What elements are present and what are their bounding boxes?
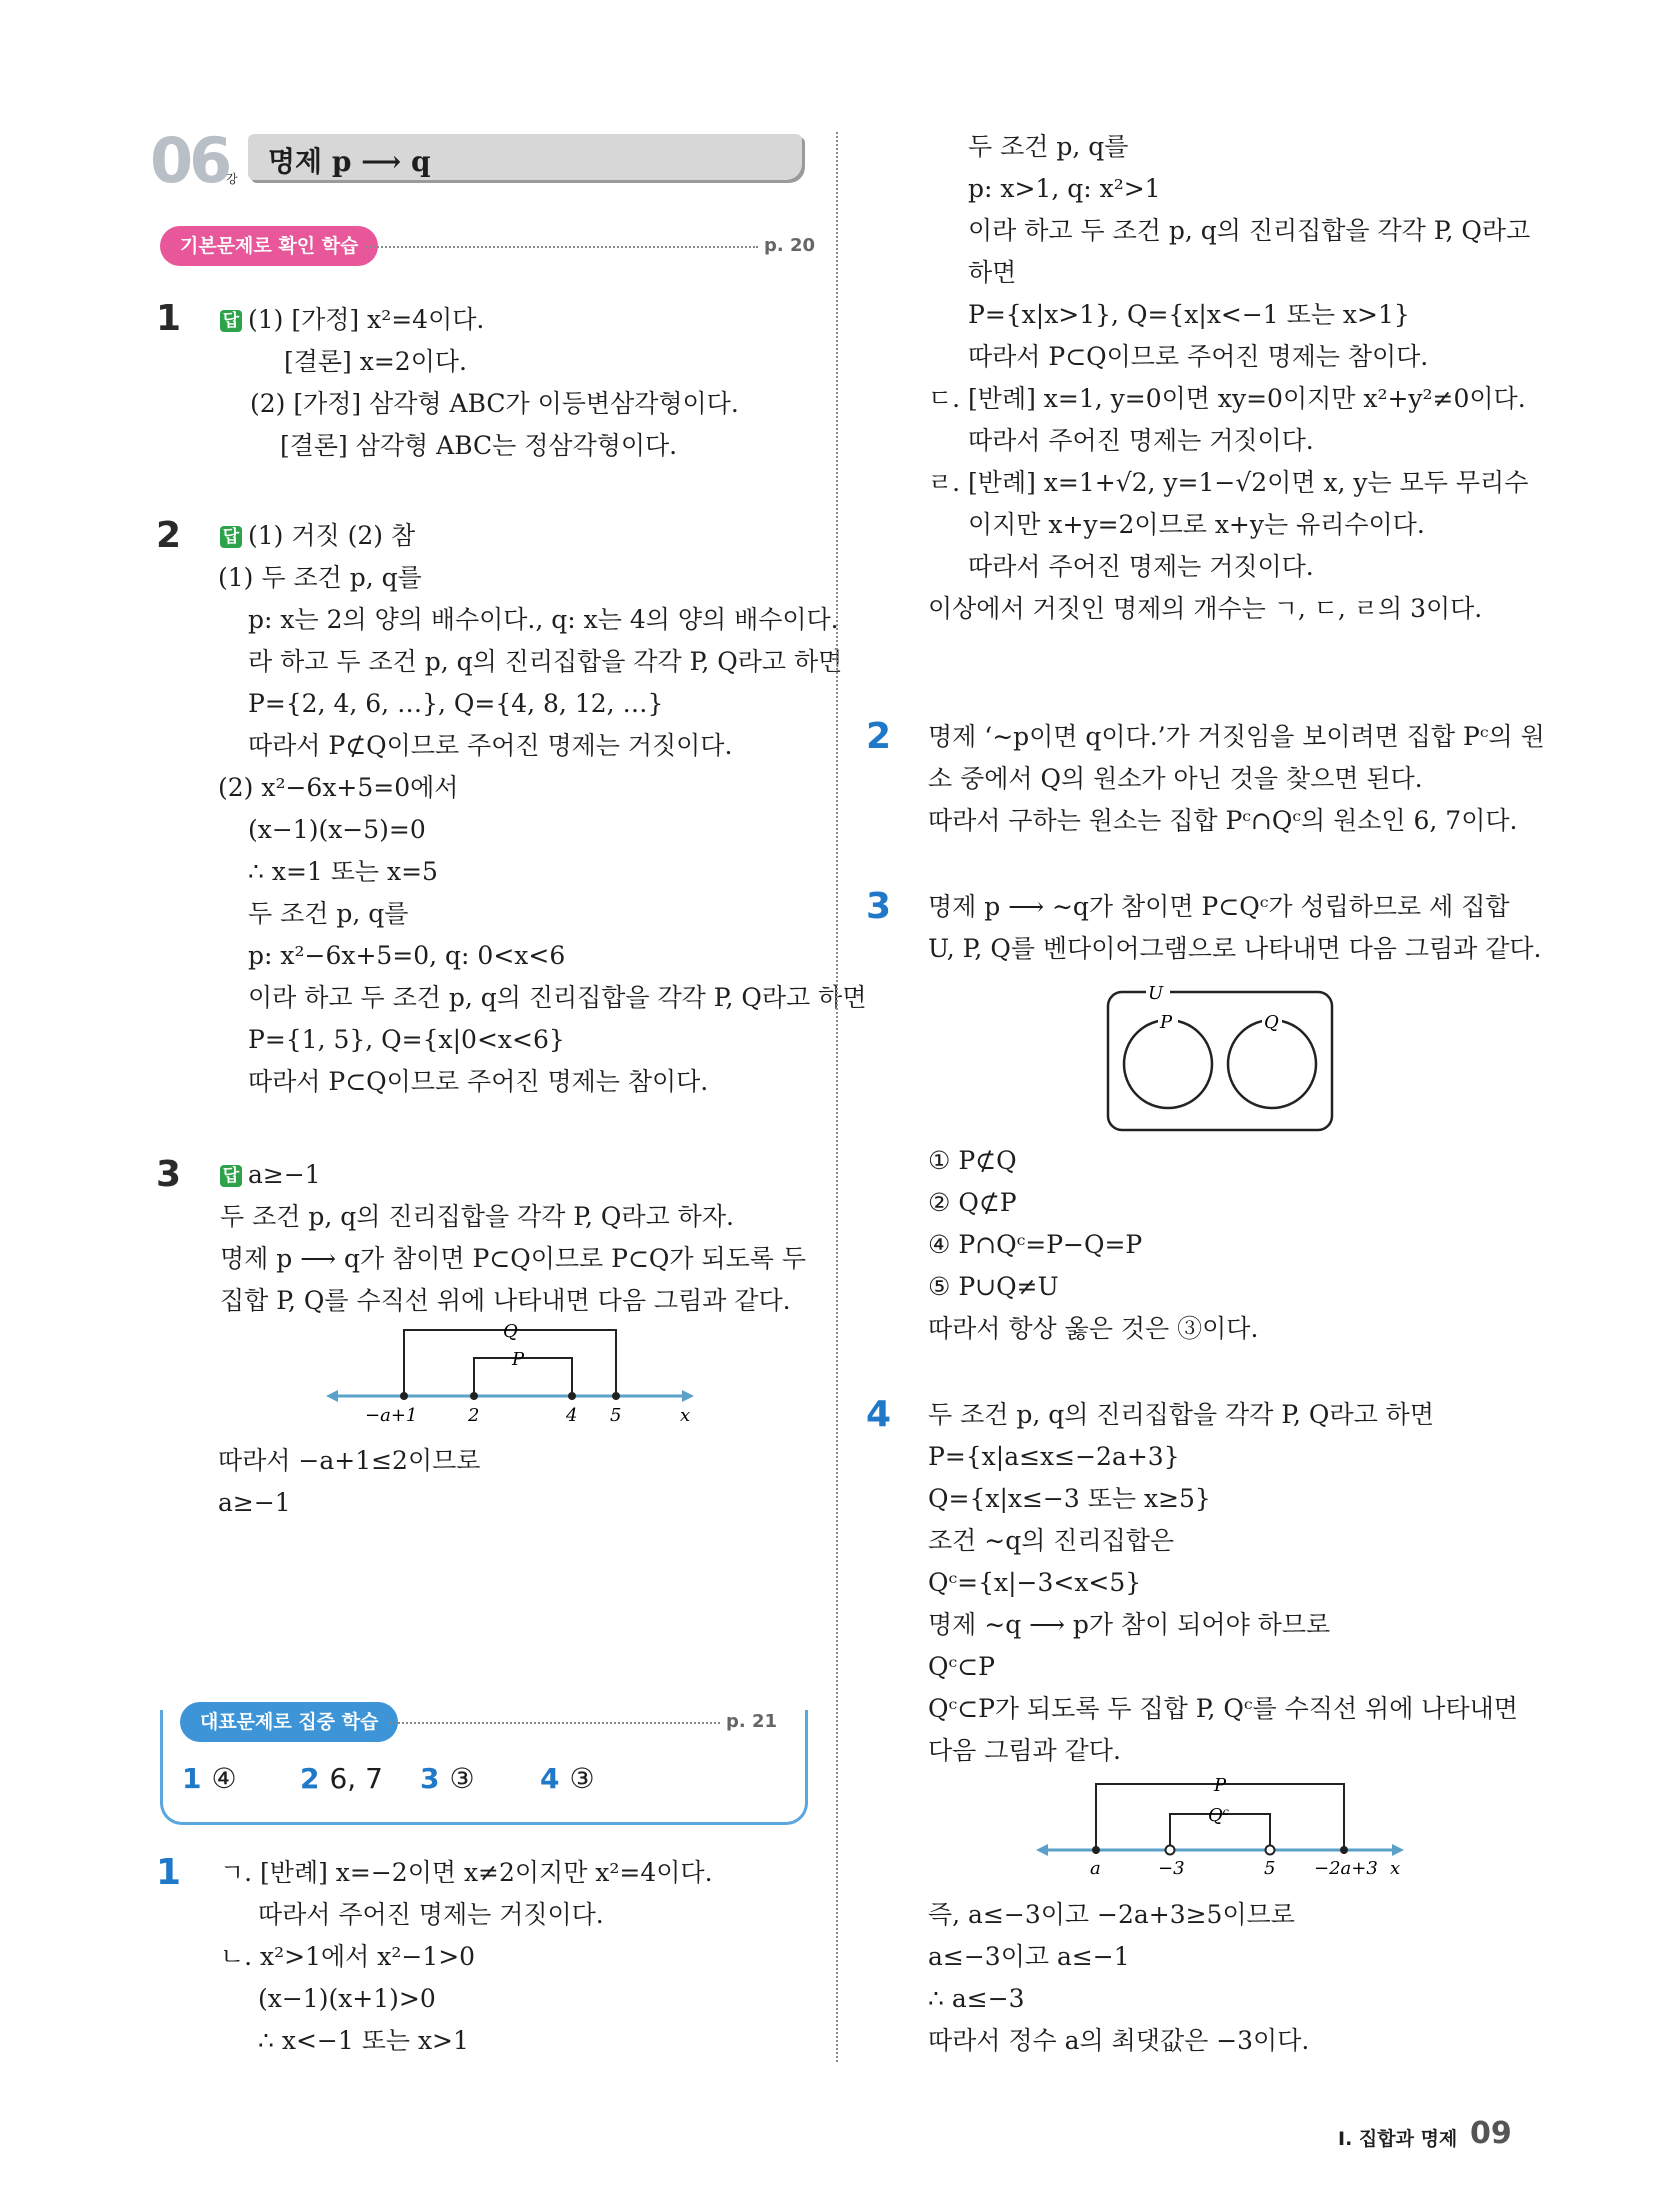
venn-label-u: U bbox=[1148, 983, 1164, 1004]
answer-badge: 답 bbox=[220, 526, 242, 548]
text-line: 두 조건 p, q의 진리집합을 각각 P, Q라고 하자. bbox=[220, 1202, 734, 1231]
answer-badge: 답 bbox=[220, 310, 242, 332]
answer-item: 3 ③ bbox=[420, 1762, 475, 1795]
set-label-p: P bbox=[1214, 1775, 1227, 1796]
text-line: ④ P∩Qᶜ=P−Q=P bbox=[928, 1230, 1143, 1259]
text-line: 명제 p ⟶ q가 참이면 P⊂Q이므로 P⊂Q가 되도록 두 bbox=[220, 1244, 807, 1273]
text-line: P={1, 5}, Q={x|0<x<6} bbox=[248, 1025, 565, 1054]
text-line: ② Q⊄P bbox=[928, 1188, 1017, 1217]
text-line: Qᶜ={x|−3<x<5} bbox=[928, 1568, 1142, 1597]
text-line: 라 하고 두 조건 p, q의 진리집합을 각각 P, Q라고 하면 bbox=[248, 647, 843, 676]
answer-badge: 답 bbox=[220, 1165, 242, 1187]
set-label-qc: Qᶜ bbox=[1208, 1805, 1230, 1826]
text-line: 명제 p ⟶ ∼q가 참이면 P⊂Qᶜ가 성립하므로 세 집합 bbox=[928, 892, 1510, 921]
text-line: 따라서 구하는 원소는 집합 Pᶜ∩Qᶜ의 원소인 6, 7이다. bbox=[928, 806, 1518, 835]
page-ref-focus: p. 21 bbox=[726, 1711, 778, 1732]
set-label-q: Q bbox=[503, 1321, 518, 1342]
text-line: ∴ x=1 또는 x=5 bbox=[248, 857, 438, 886]
dotted-rule bbox=[366, 246, 758, 248]
tick-label: −2a+3 bbox=[1314, 1858, 1378, 1879]
text-line: Q={x|x≤−3 또는 x≥5} bbox=[928, 1484, 1211, 1513]
text-line: (x−1)(x+1)>0 bbox=[258, 1984, 436, 2013]
text-line: 조건 ∼q의 진리집합은 bbox=[928, 1526, 1175, 1555]
venn-diagram bbox=[1104, 982, 1336, 1134]
answer-item: 4 ③ bbox=[540, 1762, 595, 1795]
answer-line: 답 a≥−1 bbox=[220, 1158, 321, 1192]
text-line: Qᶜ⊂P bbox=[928, 1652, 995, 1681]
answer-line: 답 (1) [가정] x²=4이다. bbox=[220, 303, 484, 337]
text-line: [결론] 삼각형 ABC는 정삼각형이다. bbox=[280, 431, 678, 460]
text-line: P={x|a≤x≤−2a+3} bbox=[928, 1442, 1180, 1471]
text-line: 하면 bbox=[968, 258, 1017, 287]
text-line: 집합 P, Q를 수직선 위에 나타내면 다음 그림과 같다. bbox=[220, 1286, 791, 1315]
venn-label-p: P bbox=[1160, 1012, 1173, 1033]
text-line: P={2, 4, 6, …}, Q={4, 8, 12, …} bbox=[248, 689, 664, 718]
set-label-p: P bbox=[512, 1349, 525, 1370]
text-line: 따라서 항상 옳은 것은 ③이다. bbox=[928, 1314, 1259, 1343]
text-line: ⑤ P∪Q≠U bbox=[928, 1272, 1059, 1301]
text-line: 따라서 P⊄Q이므로 주어진 명제는 거짓이다. bbox=[248, 731, 733, 760]
text-line: 따라서 P⊂Q이므로 주어진 명제는 참이다. bbox=[968, 342, 1429, 371]
number-line-diagram-1 bbox=[320, 1318, 700, 1428]
number-line-diagram-2 bbox=[1030, 1774, 1410, 1880]
problem-number: 2 bbox=[866, 716, 892, 757]
text-line: 소 중에서 Q의 원소가 아닌 것을 찾으면 된다. bbox=[928, 764, 1423, 793]
text-line: 따라서 주어진 명제는 거짓이다. bbox=[968, 552, 1314, 581]
text-line: (2) x²−6x+5=0에서 bbox=[218, 773, 459, 802]
tick-label: a bbox=[1090, 1858, 1101, 1879]
answer-item: 1 ④ bbox=[182, 1762, 237, 1795]
column-divider bbox=[836, 132, 838, 2062]
section-label-basic: 기본문제로 확인 학습 bbox=[160, 226, 378, 266]
text-line: 따라서 −a+1≤2이므로 bbox=[218, 1446, 481, 1475]
text-line: P={x|x>1}, Q={x|x<−1 또는 x>1} bbox=[968, 300, 1410, 329]
problem-number: 1 bbox=[156, 298, 182, 339]
problem-number: 1 bbox=[156, 1852, 182, 1893]
text-line: 두 조건 p, q를 bbox=[968, 132, 1129, 161]
text-line: 이상에서 거짓인 명제의 개수는 ㄱ, ㄷ, ㄹ의 3이다. bbox=[928, 594, 1483, 623]
text-line: p: x는 2의 양의 배수이다., q: x는 4의 양의 배수이다. bbox=[248, 605, 839, 634]
text-line: 이라 하고 두 조건 p, q의 진리집합을 각각 P, Q라고 bbox=[968, 216, 1531, 245]
problem-number: 2 bbox=[156, 515, 182, 556]
page-number: 09 bbox=[1470, 2116, 1512, 2151]
text-line: ㄴ. x²>1에서 x²−1>0 bbox=[220, 1942, 476, 1971]
tick-label: 5 bbox=[1264, 1858, 1276, 1879]
text-line: U, P, Q를 벤다이어그램으로 나타내면 다음 그림과 같다. bbox=[928, 934, 1542, 963]
text-line: [결론] x=2이다. bbox=[284, 347, 467, 376]
text-line: 따라서 P⊂Q이므로 주어진 명제는 참이다. bbox=[248, 1067, 709, 1096]
section-label-focus: 대표문제로 집중 학습 bbox=[180, 1702, 398, 1742]
text-line: ∴ a≤−3 bbox=[928, 1984, 1025, 2013]
problem-number: 3 bbox=[866, 886, 892, 927]
problem-number: 3 bbox=[156, 1154, 182, 1195]
text-line: 따라서 정수 a의 최댓값은 −3이다. bbox=[928, 2026, 1310, 2055]
text-line: 이지만 x+y=2이므로 x+y는 유리수이다. bbox=[968, 510, 1425, 539]
text-line: a≤−3이고 a≤−1 bbox=[928, 1942, 1130, 1971]
text-line: 이라 하고 두 조건 p, q의 진리집합을 각각 P, Q라고 하면 bbox=[248, 983, 867, 1012]
page-ref-basic: p. 20 bbox=[764, 235, 816, 256]
chapter-number: 06 bbox=[150, 124, 229, 197]
chapter-suffix: 강 bbox=[226, 172, 238, 186]
text-line: Qᶜ⊂P가 되도록 두 집합 P, Qᶜ를 수직선 위에 나타내면 bbox=[928, 1694, 1518, 1723]
problem-number: 4 bbox=[866, 1394, 892, 1435]
text-line: ① P⊄Q bbox=[928, 1146, 1017, 1175]
text-line: 따라서 주어진 명제는 거짓이다. bbox=[968, 426, 1314, 455]
tick-label: −a+1 bbox=[365, 1405, 418, 1426]
tick-label: 4 bbox=[566, 1405, 578, 1426]
text-line: 명제 ‘∼p이면 q이다.’가 거짓임을 보이려면 집합 Pᶜ의 원 bbox=[928, 722, 1545, 751]
text-line: 명제 ∼q ⟶ p가 참이 되어야 하므로 bbox=[928, 1610, 1331, 1639]
axis-label: x bbox=[680, 1405, 691, 1426]
venn-label-q: Q bbox=[1264, 1012, 1279, 1033]
tick-label: −3 bbox=[1158, 1858, 1185, 1879]
text-line: 다음 그림과 같다. bbox=[928, 1736, 1121, 1765]
page-title: 명제 p ⟶ q bbox=[268, 145, 431, 178]
text-line: (2) [가정] 삼각형 ABC가 이등변삼각형이다. bbox=[250, 389, 739, 418]
tick-label: 2 bbox=[468, 1405, 480, 1426]
text-line: ∴ x<−1 또는 x>1 bbox=[258, 2026, 469, 2055]
text-line: 따라서 주어진 명제는 거짓이다. bbox=[258, 1900, 604, 1929]
text-line: 두 조건 p, q를 bbox=[248, 899, 409, 928]
text-line: ㄱ. [반례] x=−2이면 x≠2이지만 x²=4이다. bbox=[220, 1858, 713, 1887]
answer-item: 2 6, 7 bbox=[300, 1762, 383, 1795]
text-line: (1) 두 조건 p, q를 bbox=[218, 563, 422, 592]
text-line: a≥−1 bbox=[218, 1488, 291, 1517]
answers-box bbox=[160, 1710, 808, 1825]
text-line: ㄷ. [반례] x=1, y=0이면 xy=0이지만 x²+y²≠0이다. bbox=[928, 384, 1526, 413]
tick-label: 5 bbox=[610, 1405, 622, 1426]
text-line: 즉, a≤−3이고 −2a+3≥5이므로 bbox=[928, 1900, 1295, 1929]
answer-line: 답 (1) 거짓 (2) 참 bbox=[220, 519, 415, 553]
footer-section: Ⅰ. 집합과 명제 bbox=[1338, 2128, 1458, 2150]
text-line: (x−1)(x−5)=0 bbox=[248, 815, 426, 844]
text-line: p: x>1, q: x²>1 bbox=[968, 174, 1161, 203]
text-line: 두 조건 p, q의 진리집합을 각각 P, Q라고 하면 bbox=[928, 1400, 1434, 1429]
text-line: p: x²−6x+5=0, q: 0<x<6 bbox=[248, 941, 566, 970]
text-line: ㄹ. [반례] x=1+√2, y=1−√2이면 x, y는 모두 무리수 bbox=[928, 468, 1529, 497]
axis-label: x bbox=[1390, 1858, 1401, 1879]
